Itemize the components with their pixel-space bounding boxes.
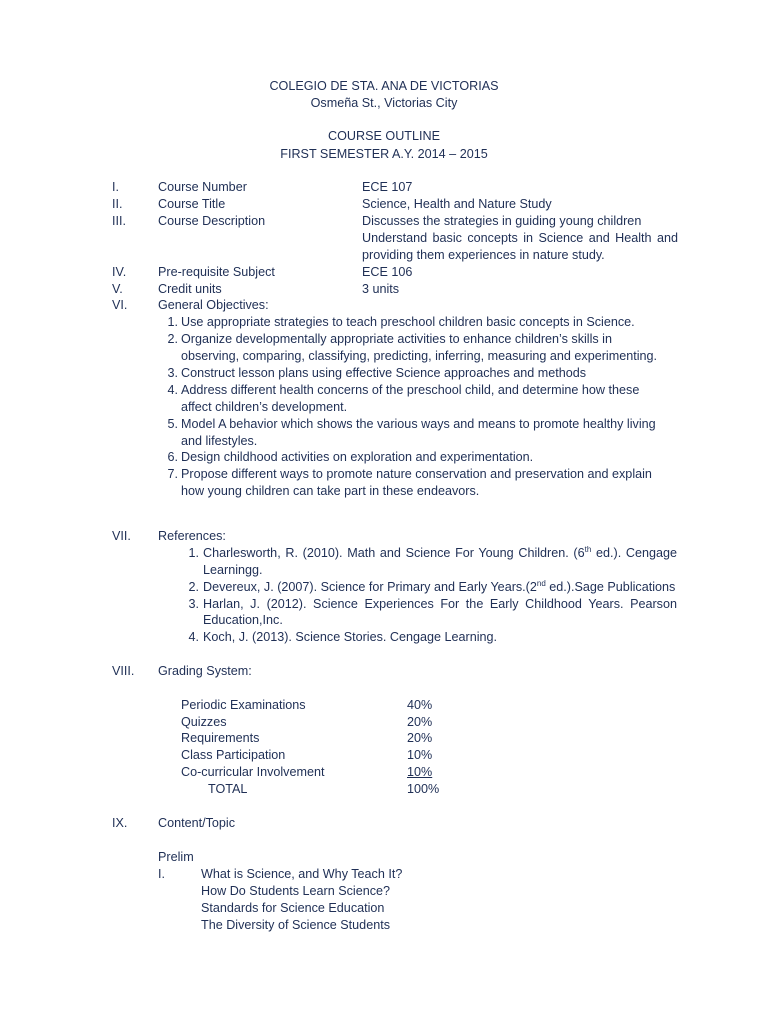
course-number-value: ECE 107 <box>362 180 413 194</box>
course-title-value: Science, Health and Nature Study <box>362 197 552 211</box>
content-topic-label: Content/Topic <box>158 816 236 830</box>
course-number-label: Course Number <box>158 180 247 194</box>
section-number: VII. <box>112 529 131 543</box>
course-title-label: Course Title <box>158 197 226 211</box>
grading-system-label: Grading System: <box>158 664 252 678</box>
section-number: II. <box>112 197 123 211</box>
section-number: VI. <box>112 298 128 312</box>
grading-row-label: Periodic Examinations <box>181 698 306 712</box>
objective-text: Organize developmentally appropriate activities to enhance children’s skills in <box>181 332 612 346</box>
document-title: COURSE OUTLINE <box>328 129 440 143</box>
section-number: I. <box>112 180 119 194</box>
course-description-label: Course Description <box>158 214 266 228</box>
grading-row-label: Quizzes <box>181 715 227 729</box>
references-label: References: <box>158 529 226 543</box>
section-number: IV. <box>112 265 127 279</box>
general-objectives-label: General Objectives: <box>158 298 269 312</box>
objective-number: 7. <box>167 467 178 481</box>
grading-row-value: 40% <box>407 698 433 712</box>
grading-total-label: TOTAL <box>208 782 248 796</box>
objective-text: Model A behavior which shows the various ways and means to promote healthy living <box>181 417 656 431</box>
course-description-line: Understand basic concepts in Science and Health and <box>362 231 678 245</box>
objective-text: how young children can take part in these endeavors. <box>181 484 480 498</box>
prerequisite-value: ECE 106 <box>362 265 413 279</box>
grading-row-label: Co-curricular Involvement <box>181 765 325 779</box>
credit-units-label: Credit units <box>158 282 222 296</box>
course-description-line: Discusses the strategies in guiding young children <box>362 214 642 228</box>
objective-text: Propose different ways to promote nature conservation and preservation and explain <box>181 467 652 481</box>
reference-number: 2. <box>188 580 199 594</box>
section-number: VIII. <box>112 664 135 678</box>
section-number: III. <box>112 214 126 228</box>
grading-row-value: 10% <box>407 748 433 762</box>
reference-number: 4. <box>188 630 199 644</box>
grading-row-value: 20% <box>407 731 433 745</box>
grading-total-value: 100% <box>407 782 440 796</box>
reference-text: Devereux, J. (2007). Science for Primary and Early Years.(2nd ed.).Sage Publications <box>203 579 676 594</box>
objective-text: Design childhood activities on exploration and experimentation. <box>181 450 534 464</box>
credit-units-value: 3 units <box>362 282 400 296</box>
school-name: COLEGIO DE STA. ANA DE VICTORIAS <box>269 79 499 93</box>
unit-number: I. <box>158 867 165 881</box>
objective-text: Use appropriate strategies to teach preschool children basic concepts in Science. <box>181 315 635 329</box>
objective-number: 2. <box>167 332 178 346</box>
grading-row-value: 20% <box>407 715 433 729</box>
objective-number: 3. <box>167 366 178 380</box>
topic-item: Standards for Science Education <box>201 901 385 915</box>
reference-text: Charlesworth, R. (2010). Math and Science For Young Children. (6th ed.). Cengage <box>203 545 677 560</box>
objective-text: observing, comparing, classifying, predicting, inferring, measuring and experimenting. <box>181 349 658 363</box>
section-number: IX. <box>112 816 128 830</box>
topic-item: How Do Students Learn Science? <box>201 884 391 898</box>
topic-item: The Diversity of Science Students <box>201 918 390 932</box>
objective-text: Address different health concerns of the preschool child, and determine how these <box>181 383 640 397</box>
objective-number: 5. <box>167 417 178 431</box>
reference-number: 3. <box>188 597 199 611</box>
grading-row-value: 10% <box>407 765 433 779</box>
semester-line: FIRST SEMESTER A.Y. 2014 – 2015 <box>280 147 488 161</box>
school-address: Osmeña St., Victorias City <box>310 96 458 110</box>
objective-text: Construct lesson plans using effective Science approaches and methods <box>181 366 587 380</box>
objective-number: 6. <box>167 450 178 464</box>
objective-text: and lifestyles. <box>181 434 258 448</box>
topic-item: What is Science, and Why Teach It? <box>201 867 403 881</box>
reference-number: 1. <box>188 546 199 560</box>
grading-row-label: Class Participation <box>181 748 286 762</box>
prelim-label: Prelim <box>158 850 194 864</box>
reference-text: Education,Inc. <box>203 613 283 627</box>
reference-text: Koch, J. (2013). Science Stories. Cengage Learning. <box>203 630 498 644</box>
reference-text: Harlan, J. (2012). Science Experiences For the Early Childhood Years. Pearson <box>203 597 677 611</box>
objective-text: affect children’s development. <box>181 400 348 414</box>
grading-row-label: Requirements <box>181 731 260 745</box>
objective-number: 1. <box>167 315 178 329</box>
prerequisite-label: Pre-requisite Subject <box>158 265 275 279</box>
course-description-line: providing them experiences in nature study. <box>362 248 605 262</box>
reference-text: Learningg. <box>203 563 263 577</box>
objective-number: 4. <box>167 383 178 397</box>
section-number: V. <box>112 282 123 296</box>
